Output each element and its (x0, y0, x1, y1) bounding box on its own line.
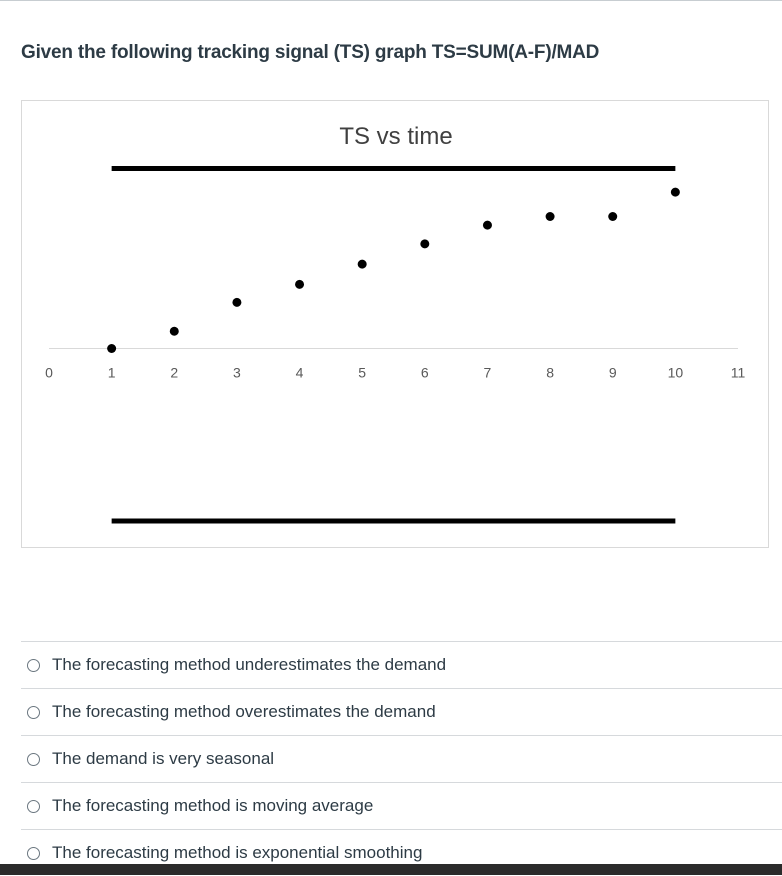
answer-label: The forecasting method underestimates the demand (52, 655, 447, 674)
answer-option[interactable] (21, 735, 782, 782)
bottom-bar (0, 864, 782, 875)
top-divider (0, 0, 782, 1)
answer-label: The forecasting method is moving average (52, 796, 374, 815)
answer-label: The demand is very seasonal (52, 749, 275, 768)
data-point (420, 239, 429, 248)
x-tick-label: 8 (546, 364, 554, 381)
answer-label: The forecasting method is exponential smoothing (52, 843, 423, 862)
radio-button[interactable] (27, 706, 40, 719)
chart-title: TS vs time (339, 123, 453, 150)
answer-option[interactable] (21, 782, 782, 829)
ts-vs-time-chart (22, 101, 770, 549)
control-limits (112, 169, 676, 522)
data-point (358, 260, 367, 269)
x-tick-label: 7 (483, 364, 492, 381)
answer-label: The forecasting method overestimates the demand (52, 702, 436, 721)
x-tick-label: 2 (170, 364, 179, 381)
data-point (107, 344, 116, 353)
data-point (170, 327, 179, 336)
x-tick-label: 10 (667, 364, 684, 381)
data-point (671, 188, 680, 197)
chart-container (21, 100, 769, 548)
answer-option[interactable] (21, 641, 782, 688)
x-tick-label: 4 (295, 364, 304, 381)
x-axis (45, 349, 745, 381)
answer-option[interactable] (21, 688, 782, 735)
x-tick-label: 1 (107, 364, 116, 381)
data-point (483, 221, 492, 230)
x-tick-label: 11 (730, 364, 746, 381)
data-point (608, 212, 617, 221)
data-points (107, 188, 680, 353)
data-point (232, 298, 241, 307)
x-tick-label: 5 (358, 364, 367, 381)
data-point (295, 280, 304, 289)
answer-list (21, 641, 782, 876)
question-title: Given the following tracking signal (TS) graph TS=SUM(A-F)/MAD (21, 42, 600, 63)
x-tick-label: 9 (608, 364, 617, 381)
data-point (546, 212, 555, 221)
radio-button[interactable] (27, 659, 40, 672)
x-tick-label: 0 (45, 364, 53, 381)
radio-button[interactable] (27, 800, 40, 813)
radio-button[interactable] (27, 753, 40, 766)
radio-button[interactable] (27, 847, 40, 860)
x-tick-label: 6 (420, 364, 429, 381)
x-tick-label: 3 (233, 364, 241, 381)
